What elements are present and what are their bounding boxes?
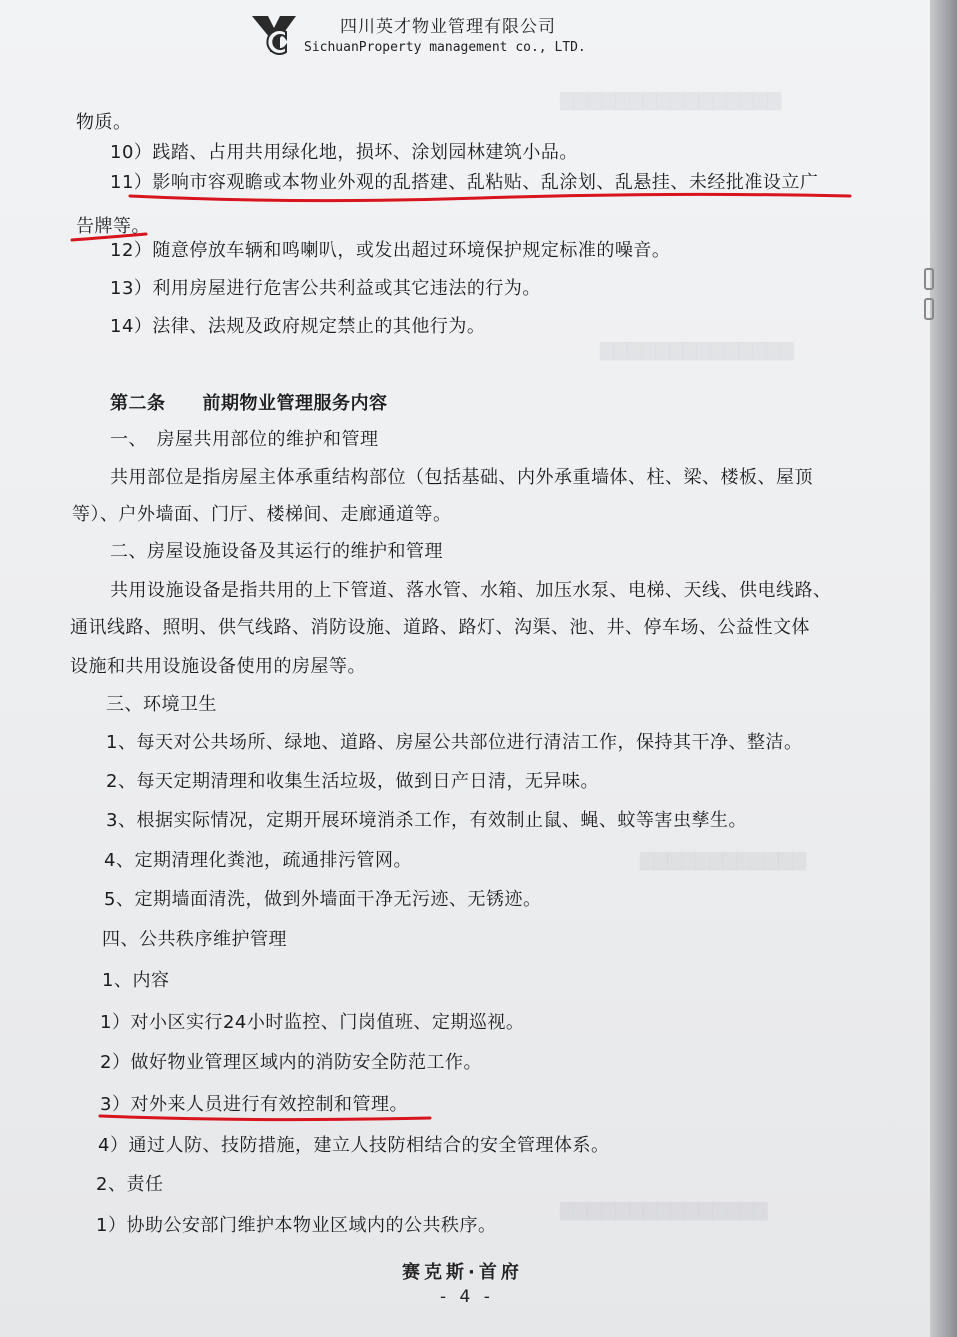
text-line: 1、内容	[102, 970, 170, 991]
text-line-annotated: 11）影响市容观瞻或本物业外观的乱搭建、乱粘贴、乱涂划、乱悬挂、未经批准设立广	[110, 172, 819, 193]
section-heading: 三、环境卫生	[106, 694, 217, 715]
bleed-through-text: ▇▇▇▇▇▇▇▇▇▇▇▇▇▇▇▇	[560, 90, 782, 111]
section-heading: 二、房屋设施设备及其运行的维护和管理	[110, 541, 443, 562]
text-line: 2）做好物业管理区域内的消防安全防范工作。	[100, 1052, 482, 1073]
text-line: 2、每天定期清理和收集生活垃圾，做到日产日清，无异味。	[106, 771, 599, 792]
text-line: 3、根据实际情况，定期开展环境消杀工作，有效制止鼠、蝇、蚊等害虫孳生。	[106, 810, 747, 831]
text-line: 10）践踏、占用共用绿化地，损坏、涂划园林建筑小品。	[110, 142, 578, 163]
text-line: 12）随意停放车辆和鸣喇叭，或发出超过环境保护规定标准的噪音。	[110, 240, 671, 261]
text-line-annotated: 告牌等。	[76, 216, 150, 237]
project-name-footer: 赛克斯·首府	[402, 1262, 523, 1283]
text-line: 4、定期清理化粪池，疏通排污管网。	[104, 850, 412, 871]
text-line: 通讯线路、照明、供气线路、消防设施、道路、路灯、沟渠、池、井、停车场、公益性文体	[70, 617, 810, 638]
text-line: 共用设施设备是指共用的上下管道、落水管、水箱、加压水泵、电梯、天线、供电线路、	[110, 580, 832, 601]
page-stack-edge	[930, 0, 957, 1337]
company-name-cn: 四川英才物业管理有限公司	[340, 17, 556, 37]
letterhead	[250, 8, 670, 58]
text-line: 13）利用房屋进行危害公共利益或其它违法的行为。	[110, 278, 541, 299]
bleed-through-text: ▇▇▇▇▇▇▇▇▇▇▇▇▇▇	[600, 340, 794, 361]
text-line: 等）、户外墙面、门厅、楼梯间、走廊通道等。	[72, 504, 452, 525]
page-number: - 4 -	[440, 1287, 494, 1307]
section-heading: 一、 房屋共用部位的维护和管理	[110, 429, 379, 450]
text-line: 1）对小区实行24小时监控、门岗值班、定期巡视。	[100, 1012, 525, 1033]
text-line: 共用部位是指房屋主体承重结构部位（包括基础、内外承重墙体、柱、梁、楼板、屋顶	[110, 467, 813, 488]
bleed-through-text: ▇▇▇▇▇▇▇▇▇▇▇▇	[640, 850, 807, 871]
text-line: 4）通过人防、技防措施，建立人技防相结合的安全管理体系。	[98, 1135, 610, 1156]
article-heading: 第二条 前期物业管理服务内容	[110, 393, 388, 414]
text-line: 2、责任	[96, 1174, 164, 1195]
text-line: 物质。	[76, 112, 132, 133]
text-line: 1、每天对公共场所、绿地、道路、房屋公共部位进行清洁工作，保持其干净、整洁。	[106, 732, 803, 753]
text-line: 1）协助公安部门维护本物业区域内的公共秩序。	[96, 1215, 497, 1236]
binder-ring	[924, 298, 934, 320]
section-heading: 四、公共秩序维护管理	[102, 929, 287, 950]
binder-ring	[924, 268, 934, 290]
text-line: 5、定期墙面清洗，做到外墙面干净无污迹、无锈迹。	[104, 889, 542, 910]
text-line: 设施和共用设施设备使用的房屋等。	[70, 656, 366, 677]
bleed-through-text: ▇▇▇▇▇▇▇▇▇▇▇▇▇▇▇	[560, 1200, 768, 1221]
text-line: 14）法律、法规及政府规定禁止的其他行为。	[110, 316, 486, 337]
text-line-annotated: 3）对外来人员进行有效控制和管理。	[100, 1094, 408, 1115]
company-name-en: SichuanProperty management co., LTD.	[304, 40, 586, 55]
company-logo-icon	[250, 12, 298, 56]
